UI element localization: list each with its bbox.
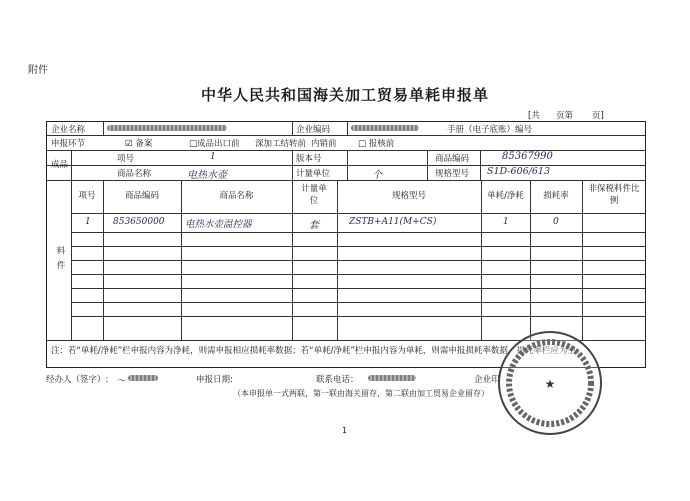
company-name-label: 企业名称 — [51, 125, 86, 135]
col-spec: 规格型号 — [391, 191, 426, 201]
copies-note: （本申报单一式两联，第一联由海关留存，第二联由加工贸易企业留存） — [233, 389, 489, 398]
material-item-no: 1 — [85, 217, 91, 227]
materials-section-label: 料件 — [55, 246, 65, 275]
company-seal-stamp — [498, 331, 602, 435]
stage-option-filing: ☑ 备案 — [125, 139, 153, 149]
seal-ring-icon — [500, 333, 600, 433]
stage-option-pre-verification: □ 报核前 — [358, 139, 395, 149]
svg-text:★: ★ — [544, 377, 556, 391]
material-name: 电热水壶温控器 — [185, 219, 252, 230]
page-number: 1 — [342, 426, 348, 435]
version-label: 版本号 — [296, 154, 322, 164]
col-code: 商品编码 — [124, 191, 159, 201]
material-loss-rate: 0 — [553, 217, 559, 227]
handler-signature: 〜 — [116, 376, 126, 387]
form-title: 中华人民共和国海关加工贸易单耗申报单 — [200, 86, 489, 104]
stage-option-pre-export: □成品出口前 — [189, 139, 240, 149]
phone-label: 联系电话： — [316, 375, 359, 385]
material-consumption: 1 — [503, 217, 509, 227]
company-name-value-redacted — [107, 125, 227, 131]
handler-signature-label: 经办人（签字）: — [46, 375, 109, 385]
material-code: 853650000 — [113, 217, 165, 227]
manual-number-label: 手册（电子底账）编号 — [447, 125, 533, 135]
page-indicator: [共 页第 页] — [528, 111, 604, 121]
stage-option-pre-domestic-sale: 内销前 — [311, 139, 337, 149]
material-spec: ZSTB+A11(M+CS) — [349, 217, 437, 227]
product-item-no-label: 项号 — [117, 154, 135, 164]
product-spec: S1D-606/613 — [487, 166, 551, 177]
attachment-label: 附件 — [28, 65, 48, 76]
product-item-no: 1 — [210, 152, 216, 162]
phone-value-redacted — [368, 375, 416, 381]
declaration-date-label: 申报日期: — [196, 375, 233, 385]
company-seal-label: 企业印 — [474, 375, 500, 385]
stage-option-pre-transfer: 深加工结转前 — [255, 139, 307, 149]
col-nonbonded-ratio: 非保税料件比例 — [588, 184, 640, 206]
spec-label: 规格型号 — [435, 169, 470, 179]
material-unit: 套 — [309, 220, 319, 231]
declaration-stage-label: 申报环节 — [51, 139, 86, 149]
col-loss-rate: 损耗率 — [543, 191, 569, 201]
unit-label: 计量单位 — [296, 169, 331, 179]
col-item-no: 项号 — [78, 191, 96, 201]
company-code-value-redacted — [351, 125, 419, 131]
col-consumption: 单耗/净耗 — [487, 191, 524, 201]
handler-signature-redacted — [128, 375, 158, 381]
product-code: 85367990 — [502, 151, 553, 162]
company-code-label: 企业编码 — [296, 125, 331, 135]
form-note: 注：若“单耗/净耗”栏申报内容为净耗，则需申报相应损耗率数据；若“单耗/净耗”栏申报内容为单耗，则需申报损耗率数据，损耗率栏应为空。 — [51, 346, 585, 356]
product-code-label: 商品编码 — [435, 154, 470, 164]
product-section-label: 成品 — [51, 160, 69, 170]
product-name: 电热水壶 — [187, 170, 227, 181]
col-unit: 计量单位 — [301, 184, 327, 206]
product-unit: 个 — [372, 170, 382, 181]
product-name-label: 商品名称 — [117, 169, 152, 179]
col-name: 商品名称 — [219, 191, 254, 201]
